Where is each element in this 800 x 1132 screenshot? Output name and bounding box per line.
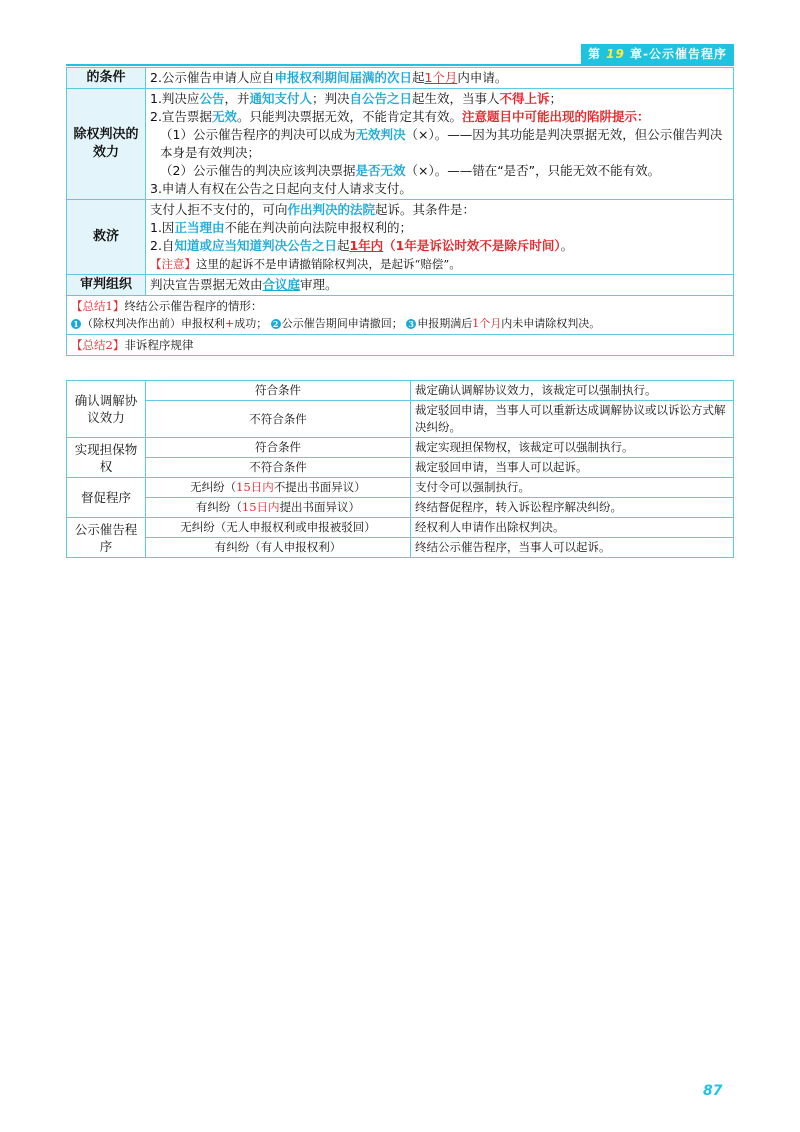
effect-label: 除权判决的效力 (67, 89, 146, 200)
number-1-icon: 1 (71, 319, 81, 329)
trial-label: 审判组织 (67, 275, 146, 296)
top-divider (66, 64, 734, 66)
table-row (67, 401, 734, 438)
rule-category: 实现担保物权 (67, 438, 146, 478)
condition-row (67, 68, 734, 89)
rule-result: 终结督促程序，转入诉讼程序解决纠纷。 (411, 498, 734, 518)
table-row (67, 478, 734, 498)
rule-result: 裁定实现担保物权，该裁定可以强制执行。 (411, 438, 734, 458)
table-row (67, 538, 734, 558)
rule-condition: 符合条件 (146, 381, 411, 401)
effect-row (67, 89, 734, 200)
rule-result: 裁定驳回申请，当事人可以起诉。 (411, 458, 734, 478)
number-2-icon: 2 (271, 319, 281, 329)
rule-condition: 符合条件 (146, 438, 411, 458)
rules-table (66, 380, 734, 558)
page-number: 87 (703, 1083, 723, 1099)
notes-table (66, 67, 734, 356)
rule-category: 督促程序 (67, 478, 146, 518)
remedy-content: 支付人拒不支付的，可向作出判决的法院起诉。其条件是： 1.因正当理由不能在判决前向法院申报权利的； 2.自知道或应当知道判决公告之日起1年内（1年是诉讼时效不是除斥时间）。 【注意】这里的起诉不是申请撤销除权判决，是起诉“赔偿”。 (146, 200, 734, 275)
rule-result: 终结公示催告程序，当事人可以起诉。 (411, 538, 734, 558)
number-3-icon: 3 (406, 319, 416, 329)
table-row (67, 518, 734, 538)
remedy-row (67, 200, 734, 275)
trial-content: 判决宣告票据无效由合议庭审理。 (146, 275, 734, 296)
summary1-row: 【总结1】终结公示催告程序的情形： 1 （除权判决作出前）申报权利+成功； 2 公示催告期间申请撤回； 3 申报期满后1个月内未申请除权判决。 (67, 296, 734, 335)
rule-condition: 无纠纷（15日内不提出书面异议） (146, 478, 411, 498)
table-row (67, 438, 734, 458)
condition-label: 的条件 (67, 68, 146, 89)
rule-result: 裁定确认调解协议效力，该裁定可以强制执行。 (411, 381, 734, 401)
chapter-header: 第 19 章-公示催告程序 (581, 44, 734, 64)
rule-condition: 不符合条件 (146, 401, 411, 438)
table-row (67, 458, 734, 478)
rule-category: 公示催告程序 (67, 518, 146, 558)
condition-content: 2.公示催告申请人应自申报权利期间届满的次日起1个月内申请。 (146, 68, 734, 89)
rule-result: 裁定驳回申请，当事人可以重新达成调解协议或以诉讼方式解决纠纷。 (411, 401, 734, 438)
rule-category: 确认调解协议效力 (67, 381, 146, 438)
rule-condition: 有纠纷（有人申报权利） (146, 538, 411, 558)
rule-condition: 不符合条件 (146, 458, 411, 478)
table-row (67, 381, 734, 401)
remedy-label: 救济 (67, 200, 146, 275)
summary2-row: 【总结2】非诉程序规律 (67, 335, 734, 356)
rule-condition: 无纠纷（无人申报权利或申报被驳回） (146, 518, 411, 538)
table-row (67, 498, 734, 518)
rule-result: 经权利人申请作出除权判决。 (411, 518, 734, 538)
trial-row (67, 275, 734, 296)
rule-condition: 有纠纷（15日内提出书面异议） (146, 498, 411, 518)
rule-result: 支付令可以强制执行。 (411, 478, 734, 498)
effect-content: 1.判决应公告，并通知支付人；判决自公告之日起生效，当事人不得上诉； 2.宣告票据无效。只能判决票据无效，不能肯定其有效。注意题目中可能出现的陷阱提示： （1）公示催告程序的判决可以成为无效判决（×）。——因为其功能是判决票据无效，但公示催告判决本身是有效判决； （2）公示催告的判决应该判决票据是否无效（×）。——错在“是否”，只能无效不能有效。 3.申请人有权在公告之日起向支付人请求支付。 (146, 89, 734, 200)
